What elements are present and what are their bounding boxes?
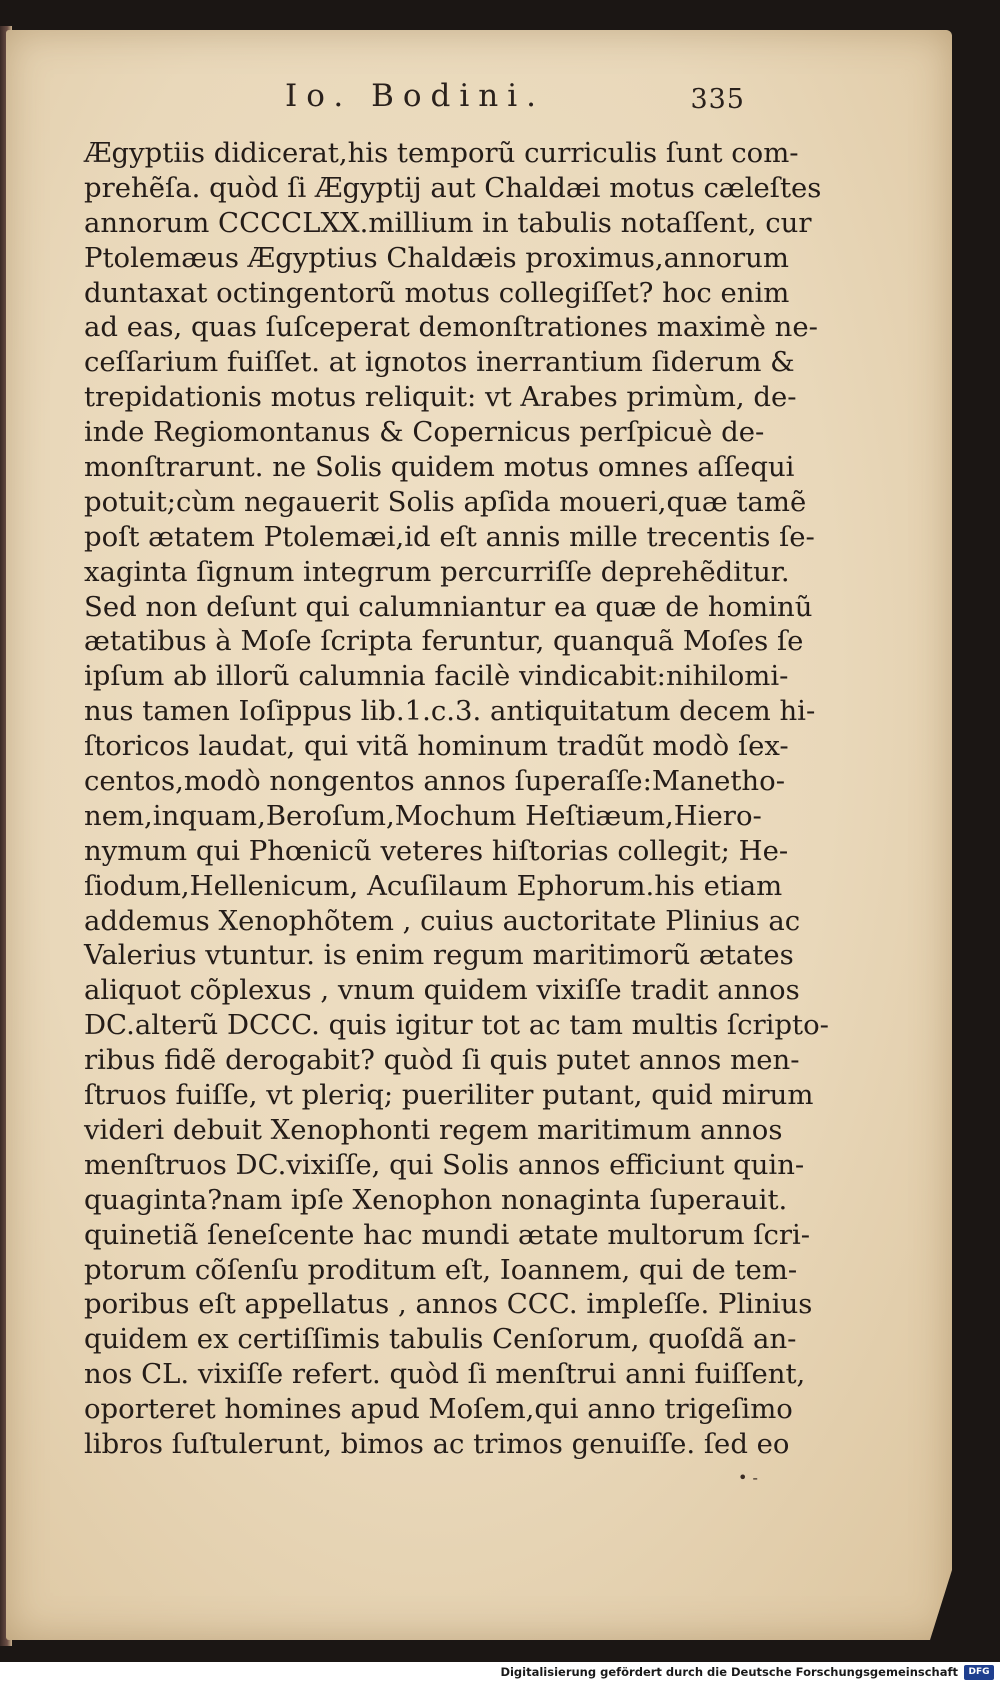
text-line: nymum qui Phœnicũ veteres hiſtorias collegit; He- — [84, 834, 789, 867]
text-line: annorum CCCCLXX.millium in tabulis notaſſent, cur — [84, 206, 812, 239]
text-line: libros ſuſtulerunt, bimos ac trimos genuiſſe. ſed eo — [84, 1427, 790, 1460]
text-line: ipſum ab illorũ calumnia facilè vindicabit:nihilomi- — [84, 660, 789, 693]
text-line: trepidationis motus reliquit: vt Arabes primùm, de- — [84, 381, 797, 414]
text-line: ad eas, quas ſuſceperat demonſtrationes maximè ne- — [84, 311, 818, 344]
printer-mark: • - — [738, 1468, 758, 1487]
text-line: DC.alterũ DCCC. quis igitur tot ac tam multis ſcripto- — [84, 1009, 829, 1042]
funding-credit: Digitalisierung gefördert durch die Deutsche Forschungsgemeinschaft — [500, 1665, 958, 1679]
text-line: prehẽſa. quòd ſi Ægyptij aut Chaldæi motus cæleſtes — [84, 171, 822, 204]
running-head-title: Io. Bodini. — [285, 78, 546, 114]
text-line: Sed non deſunt qui calumniantur ea quæ de hominũ — [84, 590, 813, 623]
text-line: centos,modò nongentos annos ſuperaſſe:Manetho- — [84, 765, 785, 798]
text-line: ptorum cõſenſu proditum eſt, Ioannem, qui de tem- — [84, 1253, 798, 1286]
text-line: Ægyptiis didicerat,his temporũ curriculis ſunt com- — [84, 137, 799, 169]
text-line: ſiodum,Hellenicum, Acuſilaum Ephorum.his etiam — [84, 869, 783, 902]
text-line: potuit;cùm negauerit Solis apſida moueri,quæ tamẽ — [84, 485, 807, 518]
text-line: nus tamen Ioſippus lib.1.c.3. antiquitatum decem hi- — [84, 695, 816, 728]
text-line: ſtruos fuiſſe, vt pleriq; pueriliter putant, quid mirum — [84, 1079, 814, 1112]
text-line: quidem ex certiſſimis tabulis Cenſorum, quoſdã an- — [84, 1323, 797, 1356]
text-line: nem,inquam,Beroſum,Mochum Heſtiæum,Hiero- — [84, 799, 762, 832]
text-line: videri debuit Xenophonti regem maritimum annos — [84, 1113, 783, 1146]
body-text — [84, 136, 829, 1462]
dfg-logo: DFG — [964, 1665, 994, 1680]
text-line: ceſſarium fuiſſet. at ignotos inerrantium ſiderum & — [84, 346, 795, 379]
footer-bar — [0, 1662, 1000, 1685]
text-line: quinetiã ſeneſcente hac mundi ætate multorum ſcri- — [84, 1218, 811, 1251]
text-line: aliquot cõplexus , vnum quidem vixiſſe tradit annos — [84, 974, 800, 1007]
text-line: ſtoricos laudat, qui vitã hominum tradũt modò ſex- — [84, 730, 789, 763]
text-line: oporteret homines apud Moſem,qui anno trigeſimo — [84, 1393, 793, 1426]
text-line: xaginta ſignum integrum percurriſſe deprehẽditur. — [84, 555, 790, 588]
text-line: poſt ætatem Ptolemæi,id eſt annis mille trecentis ſe- — [84, 520, 815, 553]
page-number: 335 — [690, 84, 745, 115]
text-line: ribus fidẽ derogabit? quòd ſi quis putet annos men- — [84, 1044, 800, 1077]
text-line: nos CL. vixiſſe refert. quòd ſi menſtrui anni fuiſſent, — [84, 1358, 806, 1391]
torn-page-corner — [930, 1570, 952, 1640]
text-line: poribus eſt appellatus , annos CCC. impleſſe. Plinius — [84, 1288, 813, 1321]
running-head — [85, 78, 745, 126]
text-line: duntaxat octingentorũ motus collegiſſet? hoc enim — [84, 276, 790, 309]
text-line: inde Regiomontanus & Copernicus perſpicuè de- — [84, 416, 765, 449]
text-line: menſtruos DC.vixiſſe, qui Solis annos efficiunt quin- — [84, 1148, 805, 1181]
text-line: Ptolemæus Ægyptius Chaldæis proximus,annorum — [84, 241, 789, 274]
text-line: monſtrarunt. ne Solis quidem motus omnes aſſequi — [84, 451, 795, 484]
text-line: ætatibus à Moſe ſcripta feruntur, quanquã Moſes ſe — [84, 625, 804, 658]
text-line: quaginta?nam ipſe Xenophon nonaginta ſuperauit. — [84, 1183, 788, 1216]
text-line: Valerius vtuntur. is enim regum maritimorũ ætates — [84, 939, 794, 972]
text-line: addemus Xenophõtem , cuius auctoritate Plinius ac — [84, 904, 801, 937]
